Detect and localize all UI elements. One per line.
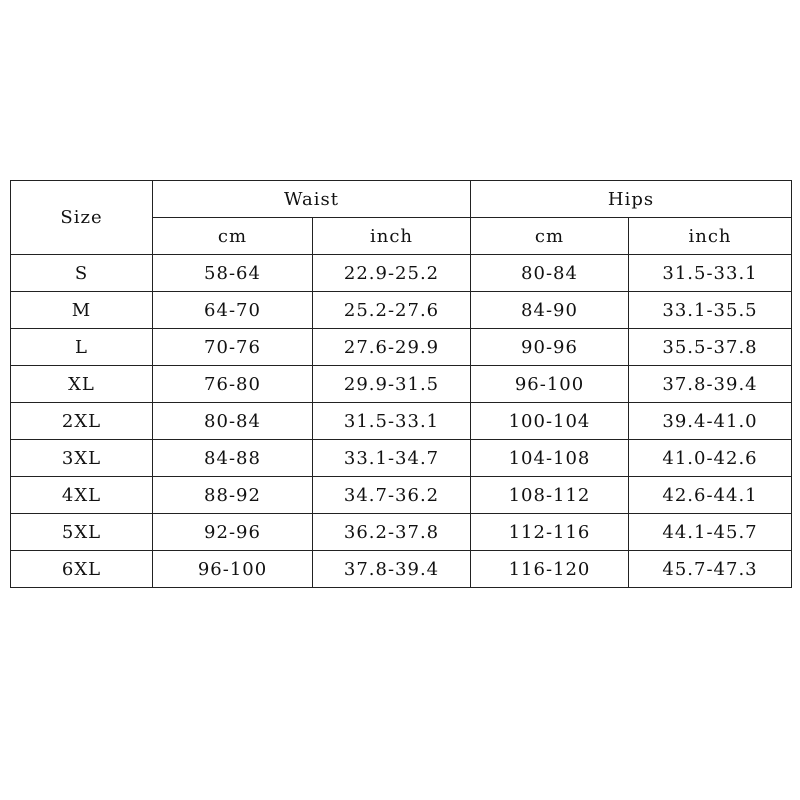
waist-cm-cell: 64-70 bbox=[153, 292, 313, 329]
waist-inch-cell: 37.8-39.4 bbox=[313, 551, 471, 588]
waist-cm-cell: 84-88 bbox=[153, 440, 313, 477]
size-cell: L bbox=[11, 329, 153, 366]
waist-cm-cell: 70-76 bbox=[153, 329, 313, 366]
hips-cm-cell: 90-96 bbox=[471, 329, 629, 366]
waist-inch-cell: 22.9-25.2 bbox=[313, 255, 471, 292]
hips-inch-cell: 35.5-37.8 bbox=[629, 329, 792, 366]
waist-inch-cell: 29.9-31.5 bbox=[313, 366, 471, 403]
table-row bbox=[11, 551, 792, 588]
hips-inch-cell: 44.1-45.7 bbox=[629, 514, 792, 551]
waist-inch-cell: 27.6-29.9 bbox=[313, 329, 471, 366]
table-row bbox=[11, 366, 792, 403]
hips-cm-cell: 112-116 bbox=[471, 514, 629, 551]
waist-inch-header: inch bbox=[313, 218, 471, 255]
hips-header: Hips bbox=[471, 181, 792, 218]
size-header: Size bbox=[11, 181, 153, 255]
waist-header: Waist bbox=[153, 181, 471, 218]
hips-cm-cell: 100-104 bbox=[471, 403, 629, 440]
table-row bbox=[11, 403, 792, 440]
waist-inch-cell: 25.2-27.6 bbox=[313, 292, 471, 329]
waist-cm-cell: 58-64 bbox=[153, 255, 313, 292]
hips-cm-cell: 116-120 bbox=[471, 551, 629, 588]
hips-cm-cell: 108-112 bbox=[471, 477, 629, 514]
table-row bbox=[11, 514, 792, 551]
header-row-groups bbox=[11, 181, 792, 218]
table-row bbox=[11, 440, 792, 477]
hips-inch-cell: 33.1-35.5 bbox=[629, 292, 792, 329]
waist-cm-cell: 88-92 bbox=[153, 477, 313, 514]
waist-cm-cell: 80-84 bbox=[153, 403, 313, 440]
table-row bbox=[11, 329, 792, 366]
size-cell: S bbox=[11, 255, 153, 292]
hips-cm-cell: 84-90 bbox=[471, 292, 629, 329]
waist-inch-cell: 36.2-37.8 bbox=[313, 514, 471, 551]
size-cell: 2XL bbox=[11, 403, 153, 440]
waist-cm-cell: 92-96 bbox=[153, 514, 313, 551]
hips-cm-header: cm bbox=[471, 218, 629, 255]
hips-inch-cell: 31.5-33.1 bbox=[629, 255, 792, 292]
waist-inch-cell: 33.1-34.7 bbox=[313, 440, 471, 477]
table-row bbox=[11, 477, 792, 514]
hips-inch-cell: 37.8-39.4 bbox=[629, 366, 792, 403]
size-cell: M bbox=[11, 292, 153, 329]
hips-inch-cell: 42.6-44.1 bbox=[629, 477, 792, 514]
hips-cm-cell: 96-100 bbox=[471, 366, 629, 403]
waist-inch-cell: 31.5-33.1 bbox=[313, 403, 471, 440]
size-cell: 6XL bbox=[11, 551, 153, 588]
hips-inch-cell: 41.0-42.6 bbox=[629, 440, 792, 477]
hips-inch-cell: 39.4-41.0 bbox=[629, 403, 792, 440]
table-row bbox=[11, 292, 792, 329]
waist-cm-cell: 96-100 bbox=[153, 551, 313, 588]
hips-inch-cell: 45.7-47.3 bbox=[629, 551, 792, 588]
hips-inch-header: inch bbox=[629, 218, 792, 255]
hips-cm-cell: 104-108 bbox=[471, 440, 629, 477]
hips-cm-cell: 80-84 bbox=[471, 255, 629, 292]
size-chart-table bbox=[10, 180, 792, 588]
waist-cm-cell: 76-80 bbox=[153, 366, 313, 403]
waist-cm-header: cm bbox=[153, 218, 313, 255]
size-cell: 4XL bbox=[11, 477, 153, 514]
size-cell: XL bbox=[11, 366, 153, 403]
table-row bbox=[11, 255, 792, 292]
waist-inch-cell: 34.7-36.2 bbox=[313, 477, 471, 514]
size-cell: 5XL bbox=[11, 514, 153, 551]
size-cell: 3XL bbox=[11, 440, 153, 477]
